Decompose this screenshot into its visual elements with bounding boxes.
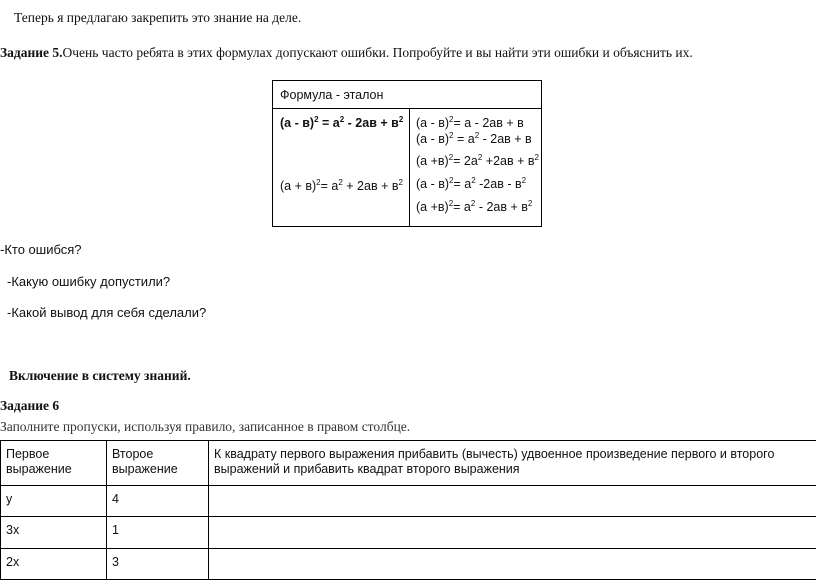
first-expression-cell: у (1, 485, 107, 516)
answer-cell[interactable] (209, 548, 816, 579)
question-2: -Какую ошибку допустили? (7, 274, 170, 289)
fill-table (0, 440, 816, 580)
task5-line (0, 45, 693, 61)
second-expression-cell: 1 (107, 517, 209, 548)
table-row (1, 548, 816, 579)
task5-text: Очень часто ребята в этих формулах допускают ошибки. Попробуйте и вы найти эти ошибки и объяснить их. (63, 45, 693, 60)
first-expression-cell: 3х (1, 517, 107, 548)
attempt-formula-5: $(а +в)^2= а^2 - 2ав + в^2$ (416, 200, 532, 214)
question-1: -Кто ошибся? (0, 242, 82, 257)
formula-table (272, 80, 542, 227)
intro-text: Теперь я предлагаю закрепить это знание на деле. (14, 10, 301, 26)
task6-label: Задание 6 (0, 398, 59, 414)
reference-formula-1: $(а - в)^2 = а^2 - 2ав + в^2$ (280, 116, 403, 130)
fill-table-header-3: К квадрату первого выражения прибавить (вычесть) удвоенное произведение первого и второго выражений и прибавить квадрат второго выражения (209, 441, 816, 486)
question-3: -Какой вывод для себя сделали? (7, 305, 206, 320)
table-row (1, 485, 816, 516)
fill-table-header-row (1, 441, 816, 486)
attempt-formula-1: (а - в)$^2$= а - 2ав + в (416, 116, 524, 130)
attempt-formula-4: $(а - в)^2= а^2$ $-2ав - в^2$ (416, 177, 526, 191)
formula-table-divider (409, 109, 410, 227)
formula-table-header: Формула - эталон (280, 88, 383, 102)
task5-label: Задание 5. (0, 45, 63, 60)
table-row (1, 517, 816, 548)
section-title: Включение в систему знаний. (9, 368, 191, 384)
task6-text: Заполните пропуски, используя правило, записанное в правом столбце. (0, 419, 410, 435)
fill-table-header-2: Второе выражение (107, 441, 209, 486)
attempt-formula-2: $(а - в)^2 = а^2 - 2ав + в$ (416, 132, 532, 146)
reference-formula-2: $(а + в)^2= а^2 + 2ав + в^2$ (280, 179, 403, 193)
fill-table-header-1: Первое выражение (1, 441, 107, 486)
answer-cell[interactable] (209, 485, 816, 516)
first-expression-cell: 2х (1, 548, 107, 579)
second-expression-cell: 3 (107, 548, 209, 579)
answer-cell[interactable] (209, 517, 816, 548)
attempt-formula-3: $(а +в)^2= 2а^2 +2ав + в^2$ (416, 154, 539, 168)
formula-table-header-row (273, 81, 541, 109)
second-expression-cell: 4 (107, 485, 209, 516)
